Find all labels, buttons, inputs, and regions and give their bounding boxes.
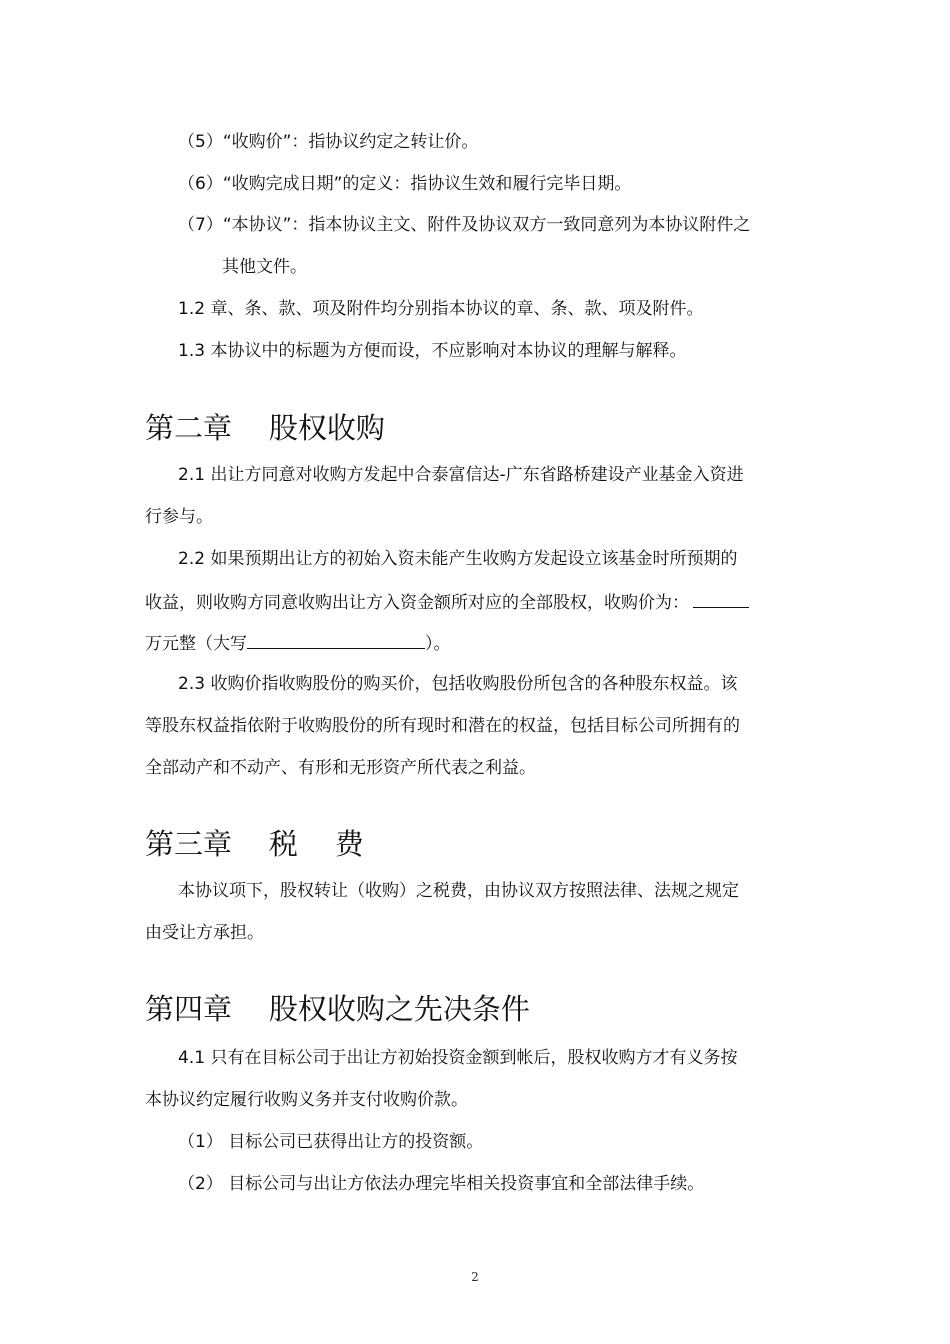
clause-1-2: 1.2 章、条、款、项及附件均分别指本协议的章、条、款、项及附件。 bbox=[178, 299, 704, 319]
clause-2-2-line1: 2.2 如果预期出让方的初始入资未能产生收购方发起设立该基金时所预期的 bbox=[178, 549, 738, 569]
page-number: 2 bbox=[471, 1270, 479, 1284]
price-blank bbox=[693, 589, 749, 608]
clause-1-3: 1.3 本协议中的标题为方便而设，不应影响对本协议的理解与解释。 bbox=[178, 341, 687, 361]
condition-item-1: （1） 目标公司已获得出让方的投资额。 bbox=[178, 1132, 484, 1152]
clause-2-3-line2: 等股东权益指依附于收购股份的所有现时和潜在的权益，包括目标公司所拥有的 bbox=[145, 716, 740, 736]
definition-item-5: （5）“收购价”：指协议约定之转让价。 bbox=[178, 132, 479, 152]
chapter-3-para-line1: 本协议项下，股权转让（收购）之税费，由协议双方按照法律、法规之规定 bbox=[178, 881, 739, 901]
chapter-2-title: 第二章 股权收购 bbox=[145, 411, 385, 445]
clause-2-3-line3: 全部动产和不动产、有形和无形资产所代表之利益。 bbox=[145, 758, 536, 778]
clause-2-2-line2-text: 收益，则收购方同意收购出让方入资金额所对应的全部股权，收购价为： bbox=[145, 593, 689, 613]
definition-item-7-line2: 其他文件。 bbox=[222, 257, 307, 277]
clause-2-2-line2 bbox=[145, 589, 749, 615]
chapter-3-para-line2: 由受让方承担。 bbox=[145, 923, 264, 943]
clause-2-2-line3 bbox=[145, 630, 451, 656]
definition-item-7-line1: （7）“本协议”：指本协议主文、附件及协议双方一致同意列为本协议附件之 bbox=[178, 215, 751, 235]
clause-4-1-line2: 本协议约定履行收购义务并支付收购价款。 bbox=[145, 1090, 468, 1110]
clause-2-2-line3-text: 万元整（大写 bbox=[145, 634, 247, 654]
clause-4-1-line1: 4.1 只有在目标公司于出让方初始投资金额到帐后，股权收购方才有义务按 bbox=[178, 1048, 738, 1068]
definition-item-6: （6）“收购完成日期”的定义：指协议生效和履行完毕日期。 bbox=[178, 174, 632, 194]
clause-2-3-line1: 2.3 收购价指收购股份的购买价，包括收购股份所包含的各种股东权益。该 bbox=[178, 674, 738, 694]
clause-2-2-line3-end: ）。 bbox=[425, 634, 451, 654]
chapter-3-title: 第三章 税 费 bbox=[145, 827, 364, 861]
clause-2-1-line1: 2.1 出让方同意对收购方发起中合泰富信达-广东省路桥建设产业基金入资进 bbox=[178, 465, 744, 485]
price-uppercase-blank bbox=[247, 630, 425, 649]
clause-2-1-line2: 行参与。 bbox=[145, 507, 213, 527]
condition-item-2: （2） 目标公司与出让方依法办理完毕相关投资事宜和全部法律手续。 bbox=[178, 1174, 705, 1194]
chapter-4-title: 第四章 股权收购之先决条件 bbox=[145, 992, 530, 1026]
